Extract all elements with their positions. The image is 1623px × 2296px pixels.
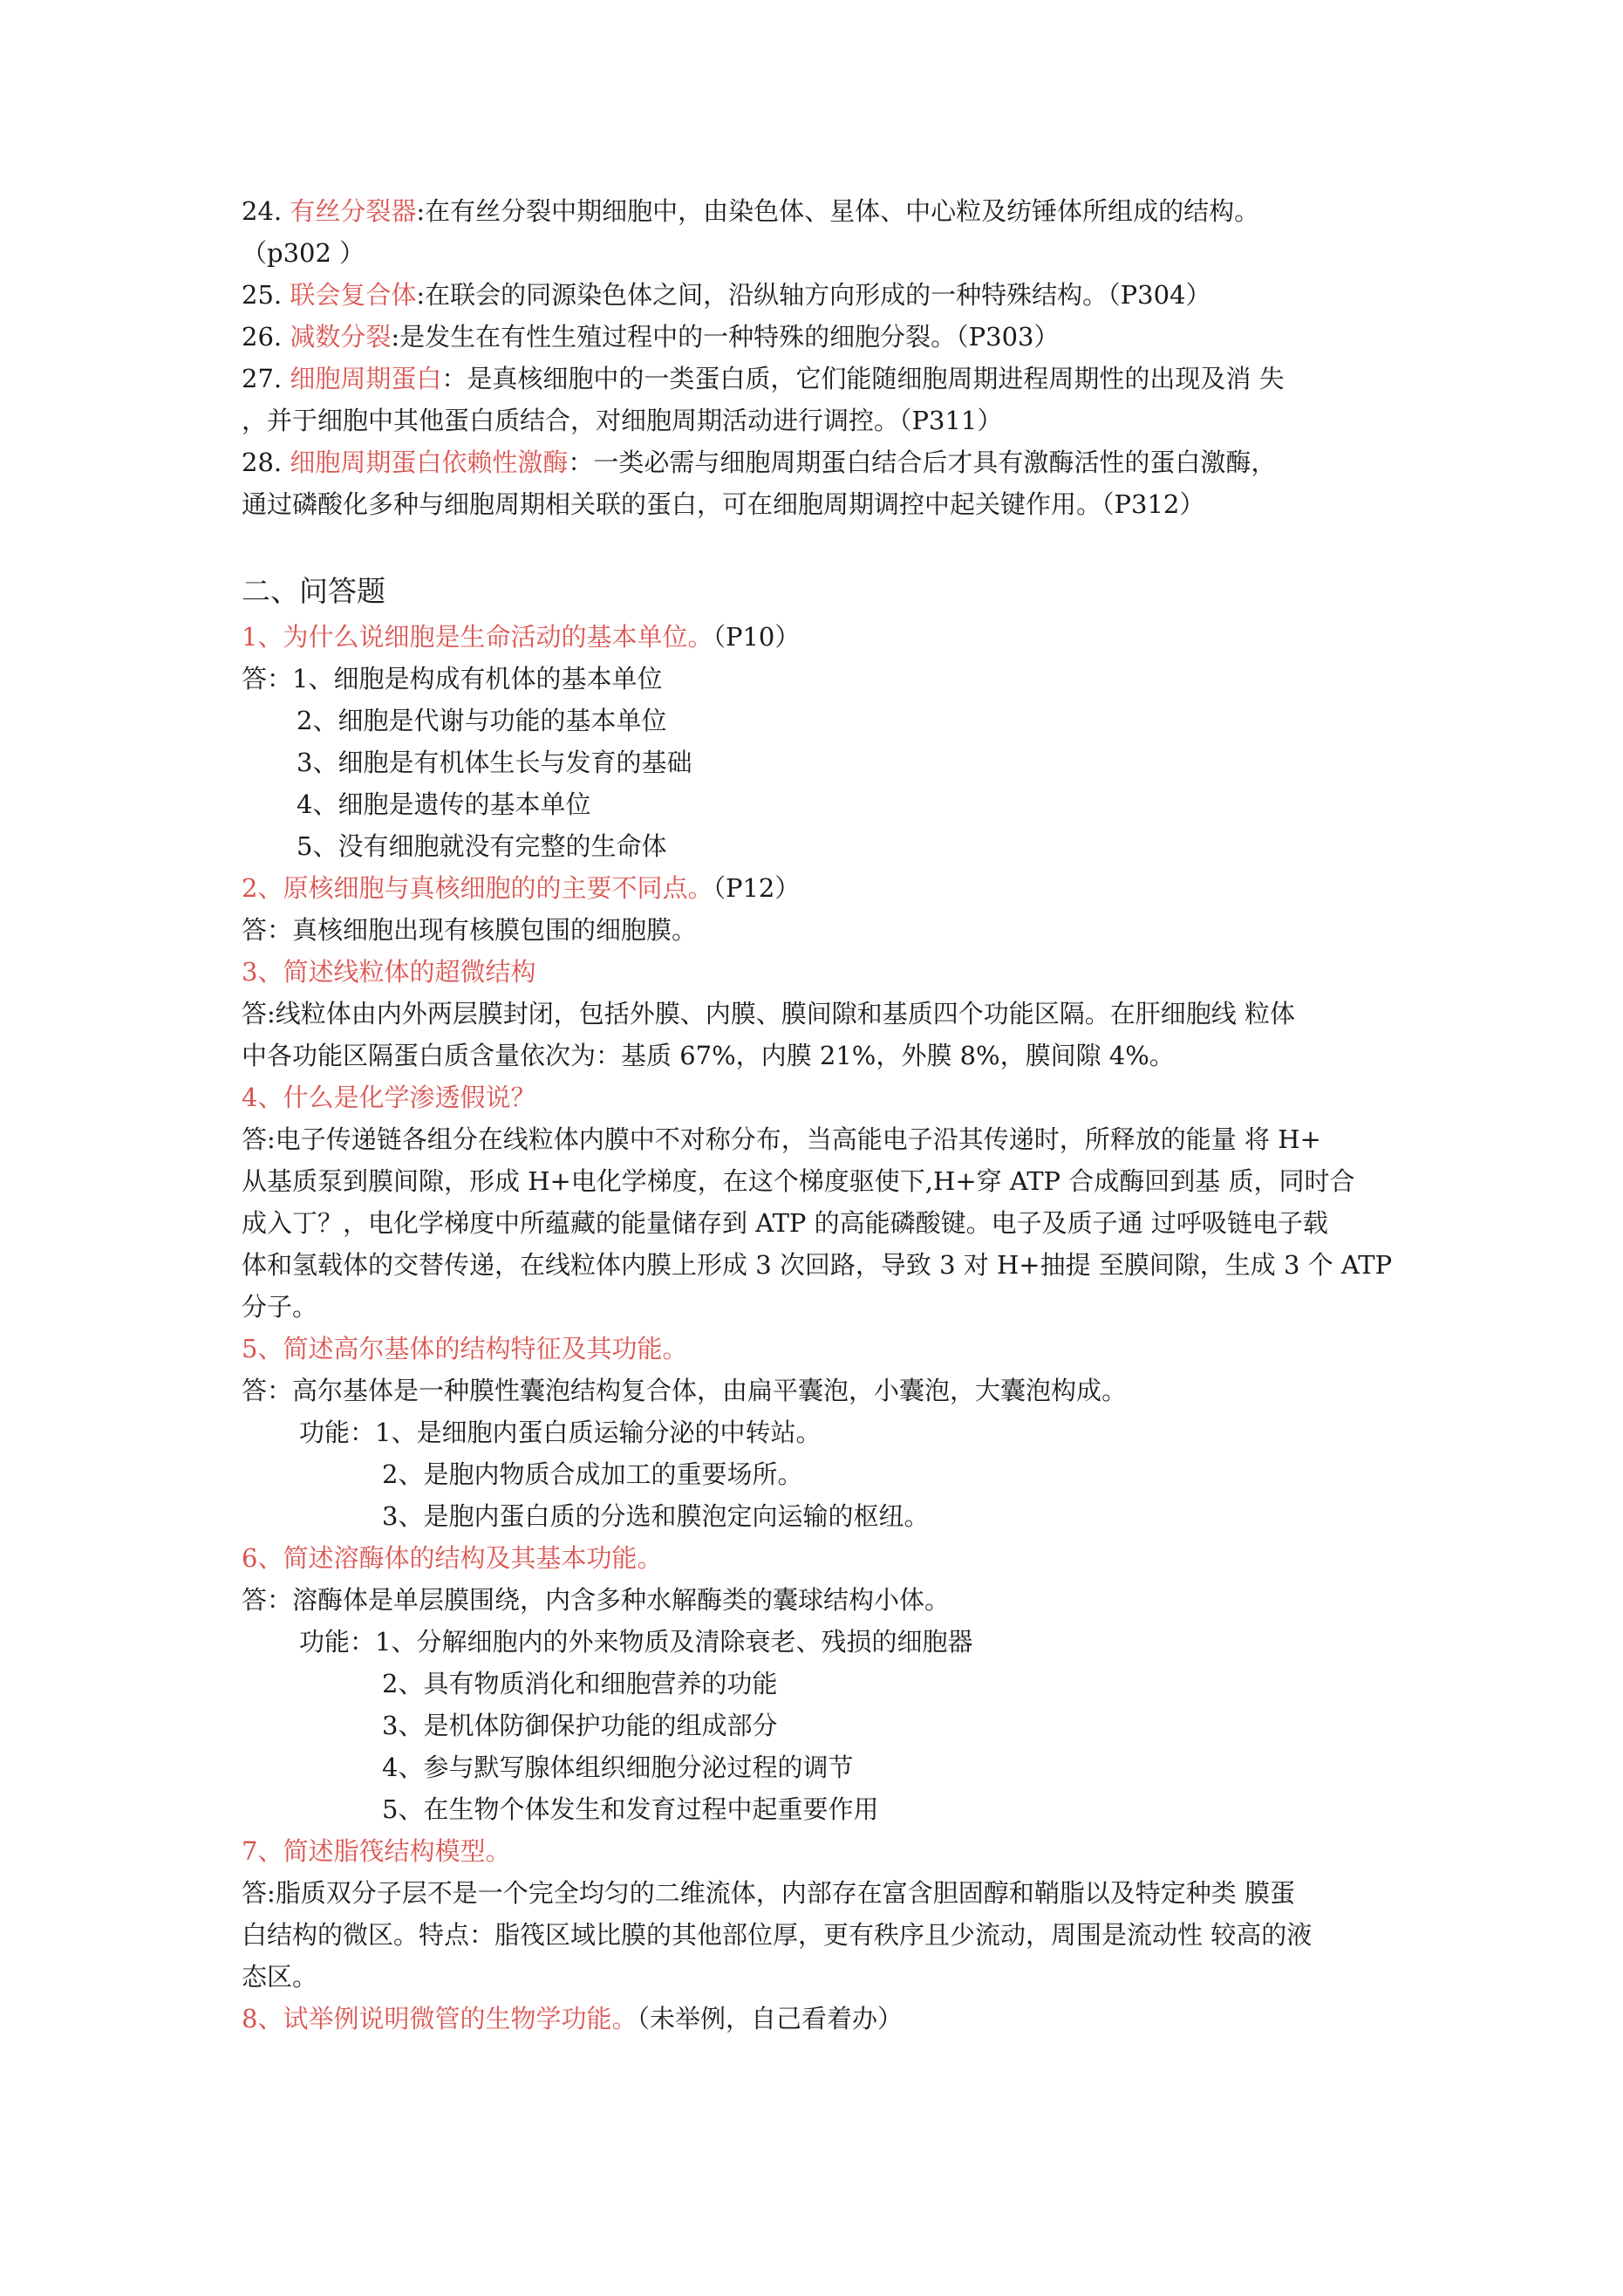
definition-text: :在联会的同源染色体之间，沿纵轴方向形成的一种特殊结构。（P304） bbox=[416, 280, 1211, 310]
answer-6-line-3: 2、具有物质消化和细胞营养的功能 bbox=[382, 1669, 778, 1698]
definition-27 bbox=[242, 361, 1285, 396]
definition-term: 细胞周期蛋白 bbox=[290, 364, 442, 393]
question-title: 试举例说明微管的生物学功能。 bbox=[283, 2004, 638, 2033]
question-4 bbox=[242, 1080, 535, 1115]
question-7 bbox=[242, 1834, 510, 1869]
answer-1-line-4: 4、细胞是遗传的基本单位 bbox=[297, 789, 591, 819]
answer-4-line-5: 分子。 bbox=[242, 1292, 318, 1322]
question-title: 原核细胞与真核细胞的的主要不同点。 bbox=[283, 873, 713, 903]
answer-6-line-4: 3、是机体防御保护功能的组成部分 bbox=[382, 1711, 778, 1740]
question-2 bbox=[242, 871, 800, 905]
question-6 bbox=[242, 1541, 662, 1575]
question-title: 什么是化学渗透假说？ bbox=[283, 1083, 536, 1112]
question-number: 5、 bbox=[242, 1334, 283, 1363]
definition-number: 25. bbox=[242, 280, 283, 310]
question-3 bbox=[242, 954, 535, 989]
question-1 bbox=[242, 619, 800, 654]
answer-3-line-2: 中各功能区隔蛋白质含量依次为：基质 67%，内膜 21%，外膜 8%，膜间隙 4%。 bbox=[242, 1041, 1175, 1070]
question-suffix: （未举例，自己看着办） bbox=[637, 2004, 903, 2033]
definition-term: 细胞周期蛋白依赖性激酶 bbox=[290, 448, 569, 477]
question-title: 简述溶酶体的结构及其基本功能。 bbox=[283, 1543, 663, 1573]
definition-26 bbox=[242, 319, 1060, 354]
question-8 bbox=[242, 2001, 903, 2036]
answer-7-line-3: 态区。 bbox=[242, 1962, 318, 1992]
section-title: 二、问答题 bbox=[242, 574, 385, 608]
question-number: 4、 bbox=[242, 1083, 283, 1112]
definition-term: 有丝分裂器 bbox=[290, 196, 417, 226]
question-number: 1、 bbox=[242, 622, 283, 652]
answer-5-line-2: 功能：1、是细胞内蛋白质运输分泌的中转站。 bbox=[299, 1418, 822, 1447]
answer-6-line-1: 答：溶酶体是单层膜围绕，内含多种水解酶类的囊球结构小体。 bbox=[242, 1585, 951, 1615]
definition-24-cont: （p302 ） bbox=[242, 238, 365, 268]
answer-1-line-1: 答：1、细胞是构成有机体的基本单位 bbox=[242, 664, 663, 694]
question-number: 6、 bbox=[242, 1543, 283, 1573]
definition-number: 26. bbox=[242, 322, 283, 352]
definition-28-cont: 通过磷酸化多种与细胞周期相关联的蛋白，可在细胞周期调控中起关键作用。（P312） bbox=[242, 489, 1205, 519]
answer-3-line-1: 答:线粒体由内外两层膜封闭，包括外膜、内膜、膜间隙和基质四个功能区隔。在肝细胞线 粒体 bbox=[242, 999, 1295, 1028]
definition-25 bbox=[242, 277, 1211, 312]
answer-7-line-1: 答:脂质双分子层不是一个完全均匀的二维流体，内部存在富含胆固醇和鞘脂以及特定种类 膜蛋 bbox=[242, 1878, 1295, 1908]
definition-number: 27. bbox=[242, 364, 283, 393]
question-title: 简述高尔基体的结构特征及其功能。 bbox=[283, 1334, 688, 1363]
answer-5-line-4: 3、是胞内蛋白质的分选和膜泡定向运输的枢纽。 bbox=[382, 1501, 930, 1531]
answer-2-line-1: 答：真核细胞出现有核膜包围的细胞膜。 bbox=[242, 915, 698, 945]
answer-4-line-4: 体和氢载体的交替传递，在线粒体内膜上形成 3 次回路，导致 3 对 H+抽提 至膜间隙，生成 3 个 ATP bbox=[242, 1250, 1393, 1280]
question-number: 2、 bbox=[242, 873, 283, 903]
question-number: 3、 bbox=[242, 957, 283, 987]
definition-28 bbox=[242, 445, 1276, 480]
answer-4-line-3: 成入丁？，电化学梯度中所蕴藏的能量储存到 ATP 的高能磷酸键。电子及质子通 过呼吸链电子载 bbox=[242, 1208, 1328, 1238]
definition-number: 24. bbox=[242, 196, 283, 226]
question-5 bbox=[242, 1331, 687, 1366]
definition-text: :是发生在有性生殖过程中的一种特殊的细胞分裂。（P303） bbox=[391, 322, 1060, 352]
answer-6-line-6: 5、在生物个体发生和发育过程中起重要作用 bbox=[382, 1794, 879, 1824]
answer-6-line-2: 功能：1、分解细胞内的外来物质及清除衰老、残损的细胞器 bbox=[299, 1627, 973, 1657]
question-title: 简述线粒体的超微结构 bbox=[283, 957, 536, 987]
answer-4-line-1: 答:电子传递链各组分在线粒体内膜中不对称分布，当高能电子沿其传递时，所释放的能量 将 H+ bbox=[242, 1124, 1321, 1154]
question-number: 8、 bbox=[242, 2004, 283, 2033]
definition-number: 28. bbox=[242, 448, 283, 477]
definition-27-cont: ，并于细胞中其他蛋白质结合，对细胞周期活动进行调控。（P311） bbox=[242, 406, 1003, 435]
question-title: 简述脂筏结构模型。 bbox=[283, 1836, 511, 1866]
answer-6-line-5: 4、参与默写腺体组织细胞分泌过程的调节 bbox=[382, 1753, 854, 1782]
answer-1-line-2: 2、细胞是代谢与功能的基本单位 bbox=[297, 706, 667, 735]
answer-7-line-2: 白结构的微区。特点：脂筏区域比膜的其他部位厚，更有秩序且少流动，周围是流动性 较高的液 bbox=[242, 1920, 1313, 1950]
question-title: 为什么说细胞是生命活动的基本单位。 bbox=[283, 622, 713, 652]
question-number: 7、 bbox=[242, 1836, 283, 1866]
answer-1-line-3: 3、细胞是有机体生长与发育的基础 bbox=[297, 748, 692, 777]
definition-term: 减数分裂 bbox=[290, 322, 392, 352]
answer-1-line-5: 5、没有细胞就没有完整的生命体 bbox=[297, 831, 667, 861]
definition-text: ：一类必需与细胞周期蛋白结合后才具有激酶活性的蛋白激酶， bbox=[568, 448, 1277, 477]
definition-text: ：是真核细胞中的一类蛋白质，它们能随细胞周期进程周期性的出现及消 失 bbox=[441, 364, 1285, 393]
question-suffix: （P10） bbox=[713, 622, 801, 652]
answer-5-line-1: 答：高尔基体是一种膜性囊泡结构复合体，由扁平囊泡，小囊泡，大囊泡构成。 bbox=[242, 1376, 1128, 1405]
answer-4-line-2: 从基质泵到膜间隙，形成 H+电化学梯度，在这个梯度驱使下,H+穿 ATP 合成酶回到基 质，同时合 bbox=[242, 1166, 1355, 1196]
answer-5-line-3: 2、是胞内物质合成加工的重要场所。 bbox=[382, 1459, 803, 1489]
definition-text: :在有丝分裂中期细胞中，由染色体、星体、中心粒及纺锤体所组成的结构。 bbox=[416, 196, 1260, 226]
definition-24 bbox=[242, 194, 1259, 229]
definition-term: 联会复合体 bbox=[290, 280, 417, 310]
question-suffix: （P12） bbox=[713, 873, 801, 903]
